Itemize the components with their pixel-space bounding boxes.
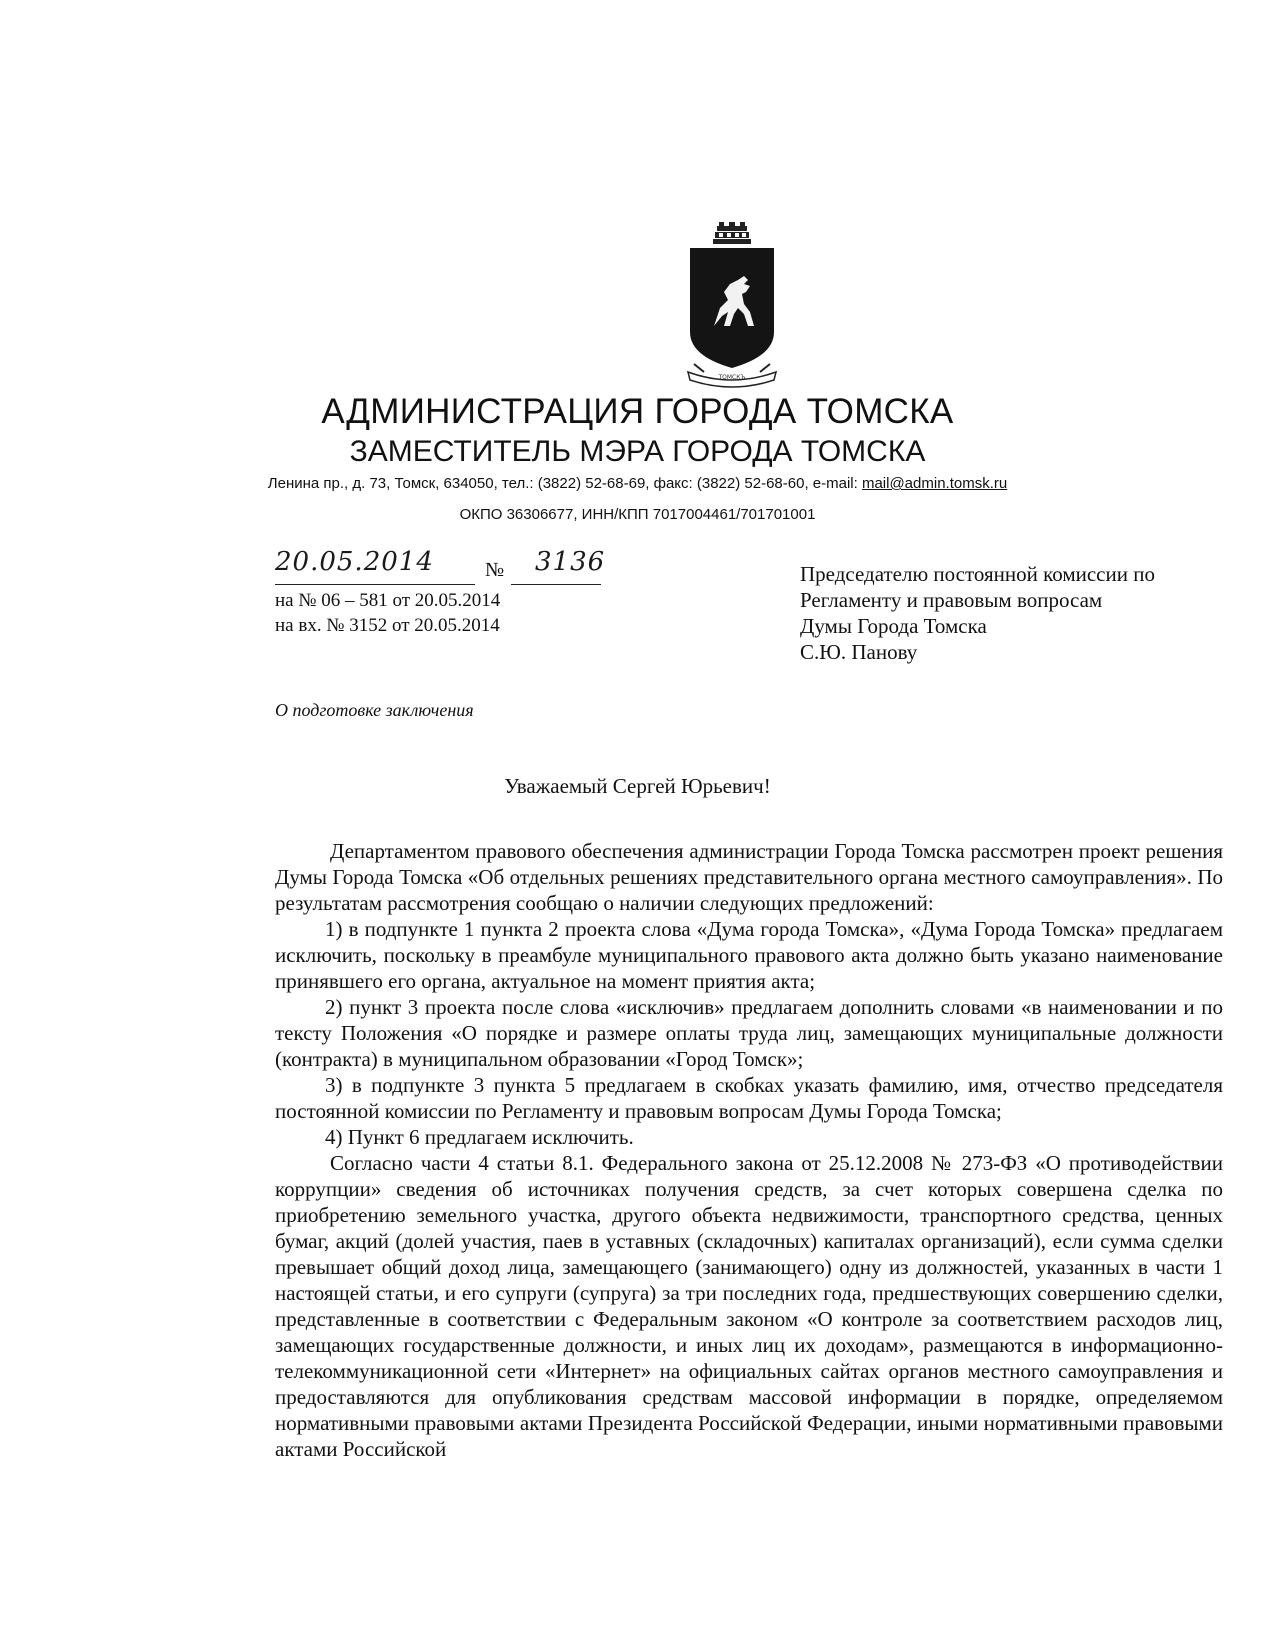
email-link[interactable]: mail@admin.tomsk.ru <box>861 475 1008 492</box>
addressee-line-3: Думы Города Томска <box>800 614 987 638</box>
handwritten-number: 3136 <box>535 547 606 577</box>
letter-subject: О подготовке заключения <box>275 700 474 720</box>
outgoing-registration <box>275 547 635 638</box>
registration-codes: ОКПО 36306677, ИНН/КПП 7017004461/701701001 <box>459 506 816 523</box>
proposal-item-4: 4) Пункт 6 предлагаем исключить. <box>325 1125 634 1149</box>
addressee-line-2: Регламенту и правовым вопросам <box>800 588 1103 612</box>
proposal-item-2: 2) пункт 3 проекта после слова «исключив» предлагаем дополнить словами «в наименовании и по тексту Положения «О порядке и размере оплаты труда лиц, замещающих муниципальные должности (контракта) в муниципальном образовании «Город Томск»; <box>275 995 1223 1071</box>
coat-of-arms-icon <box>684 222 780 390</box>
date-underline <box>275 584 475 585</box>
number-underline <box>511 584 601 585</box>
proposal-item-3: 3) в подпункте 3 пункта 5 предлагаем в скобках указать фамилию, имя, отчество председателя постоянной комиссии по Регламенту и правовым вопросам Думы Города Томска; <box>275 1073 1223 1123</box>
emblem-motto: ТОМСКЪ <box>718 374 746 381</box>
law-paragraph: Согласно части 4 статьи 8.1. Федерального закона от 25.12.2008 № 273-ФЗ «О противодействии коррупции» сведения об источниках получения средств, за счет которых совершена сделка по приобретению земельного участка, другого объекта недвижимости, транспортного средства, ценных бумаг, акций (долей участия, паев в уставных (складочных) капиталах организаций), если сумма сделки превышает общий доход лица, замещающего (занимающего) одну из должностей, указанных в части 1 настоящей статьи, и его супруги (супруга) за три последних года, предшествующих совершению сделки, представленные в соответствии с Федеральным законом «О контроле за соответствием расходов лиц, замещающих государственные должности, и иных лиц их доходам», размещаются в информационно-телекоммуникационной сети «Интернет» на официальных сайтах органов местного самоуправления и предоставляются для опубликования средствам массовой информации в порядке, определяемом нормативными правовыми актами Президента Российской Федерации, иными нормативными правовыми актами Российской <box>275 1151 1223 1461</box>
organization-name: АДМИНИСТРАЦИЯ ГОРОДА ТОМСКА <box>321 392 954 431</box>
handwritten-date: 20.05.2014 <box>275 547 434 577</box>
proposal-item-1: 1) в подпункте 1 пункта 2 проекта слова «Дума города Томска», «Дума Города Томска» предлагаем исключить, поскольку в преамбуле муниципального правового акта должно быть указано наименование принявшего его органа, актуальное на момент приятия акта; <box>275 917 1223 993</box>
addressee-line-1: Председателю постоянной комиссии по <box>800 562 1155 586</box>
letter-body <box>275 838 1223 1462</box>
sender-position: ЗАМЕСТИТЕЛЬ МЭРА ГОРОДА ТОМСКА <box>349 435 926 468</box>
addressee-line-4: С.Ю. Панову <box>800 640 918 664</box>
contact-address: Ленина пр., д. 73, Томск, 634050, тел.: (3822) 52-68-69, факс: (3822) 52-68-60, e-mail: <box>267 475 862 492</box>
contact-line <box>0 475 1275 493</box>
addressee-block <box>800 561 1155 665</box>
number-sign: № <box>485 559 505 581</box>
reference-line-2: на вх. № 3152 от 20.05.2014 <box>275 615 500 636</box>
salutation: Уважаемый Сергей Юрьевич! <box>504 774 771 798</box>
body-intro: Департаментом правового обеспечения администрации Города Томска рассмотрен проект решения Думы Города Томска «Об отдельных решениях представительного органа местного самоуправления». По результатам рассмотрения сообщаю о наличии следующих предложений: <box>275 839 1223 915</box>
reference-line-1: на № 06 – 581 от 20.05.2014 <box>275 590 501 611</box>
